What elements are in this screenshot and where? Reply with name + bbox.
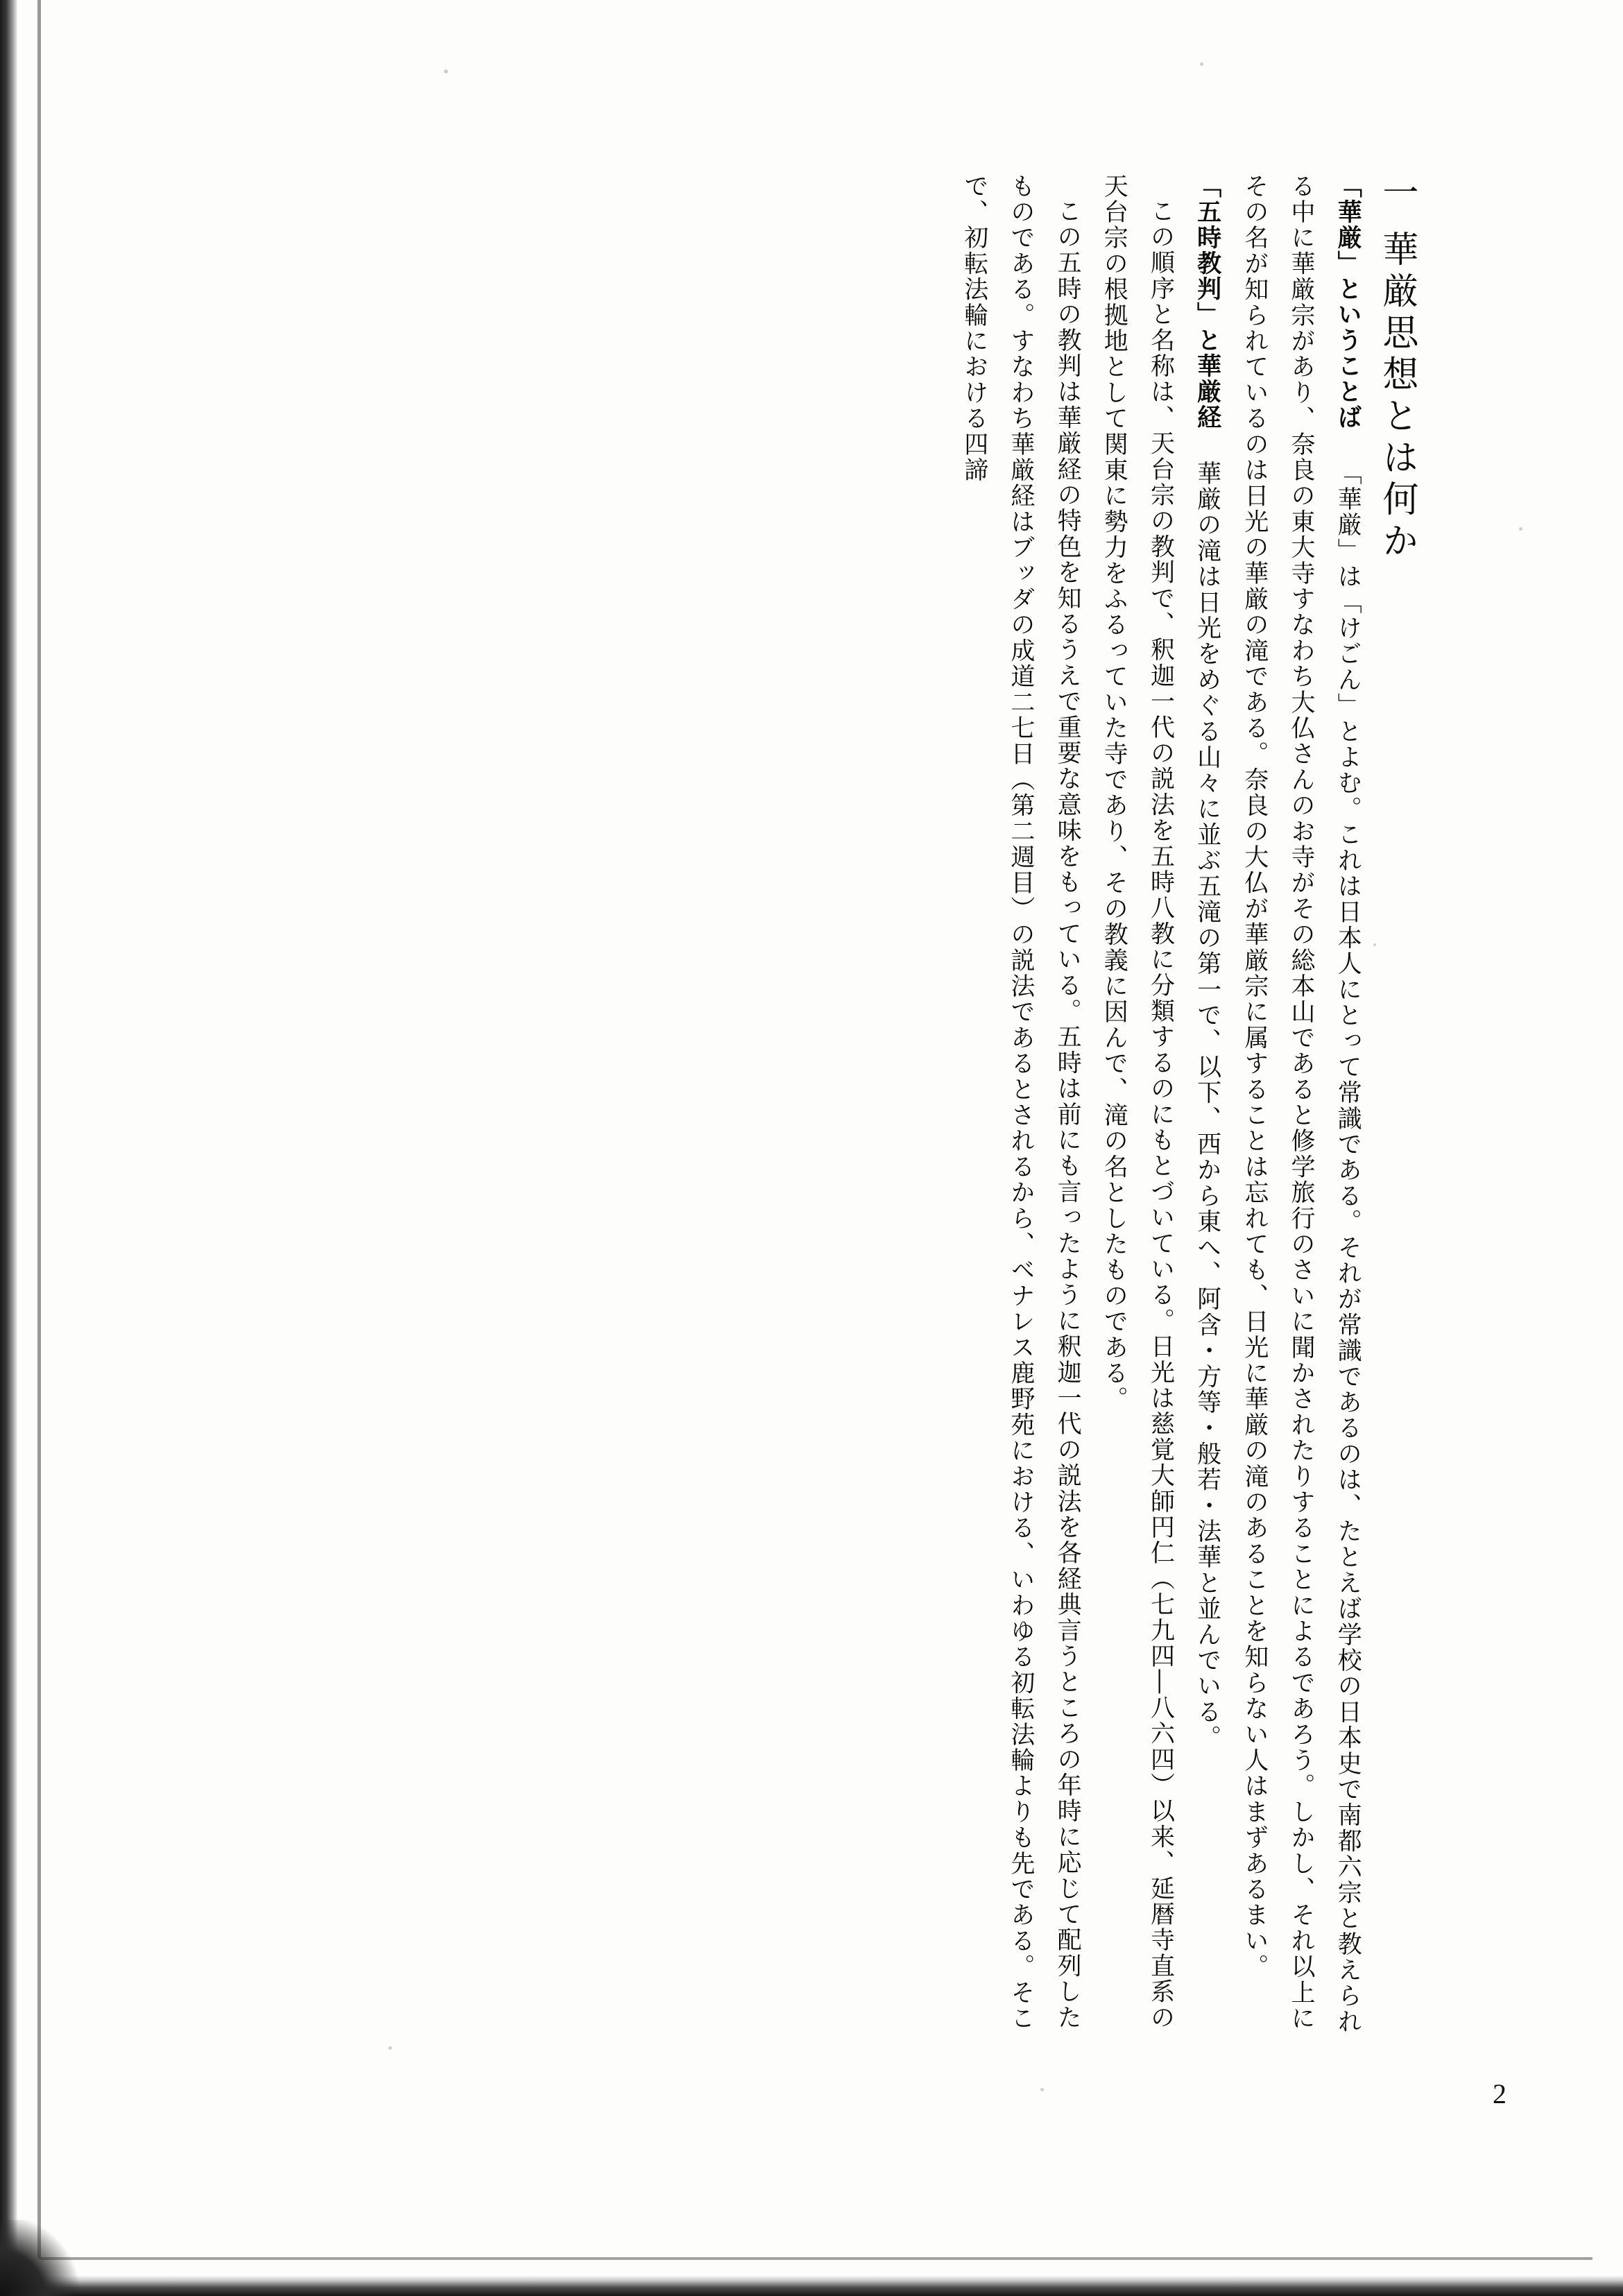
section-2-paragraph-3: この五時の教判は華厳経の特色を知るうえで重要な意味をもっている。五時は前にも言ったように釈迦一代の説法を各経典言うところの年時に応じて配列したものである。すなわち華厳経はブッダの成道二七日（第二週目）の説法であるとされるから、ベナレス鹿野苑における、いわゆる初転法輪よりも先である。そこで、初転法輪における四諦 — [960, 173, 1082, 2032]
scan-binding-line-left — [37, 0, 41, 2258]
chapter-number: 一 — [1376, 173, 1418, 230]
section-2-paragraph-1: 華厳の滝は日光をめぐる山々に並ぶ五滝の第一で、以下、西から東へ、阿含・方等・般若・法華と並んでいる。 — [1193, 461, 1221, 1751]
scan-binding-shadow-left — [0, 0, 18, 2296]
section-1-paragraph-1: 「華厳」は「けごん」とよむ。これは日本人にとって常識である。それが常識であるのは、たとえば学校の日本史で南都六宗と教えられる中に華厳宗があり、奈良の東大寺すなわち大仏さんのお寺がその総本山であると修学旅行のさいに聞かされたりすることによるであろう。しかし、それ以上にその名が知られているのは日光の華厳の滝である。奈良の大仏が華厳宗に属することは忘れても、日光に華厳の滝のあることを知らない人はまずあるまい。 — [1240, 173, 1362, 2035]
section-2-subhead: 「五時教判」と華厳経 — [1193, 173, 1222, 430]
section-1-subheading-and-body — [1231, 173, 1372, 2046]
section-2-paragraph-2: この順序と名称は、天台宗の教判で、釈迦一代の説法を五時八教に分類するのにもとづいている。日光は慈覚大師円仁（七九四―八六四）以来、延暦寺直系の天台宗の根拠地として関東に勢力をふるっていた寺であり、その教義に因んで、滝の名としたものである。 — [1100, 173, 1175, 2031]
scan-speck — [1040, 2088, 1044, 2091]
page-number: 2 — [1493, 2078, 1506, 2109]
chapter-heading — [1371, 173, 1422, 798]
scan-speck — [1200, 62, 1203, 66]
section-1-subhead: 「華厳」ということば — [1334, 173, 1363, 430]
scan-corner-shadow — [0, 2220, 83, 2296]
scan-speck — [1519, 527, 1522, 531]
chapter-title: 華厳思想とは何か — [1376, 230, 1418, 563]
vertical-text-body — [243, 173, 1422, 2060]
scan-speck — [444, 69, 448, 74]
scan-binding-shadow-bottom — [0, 2275, 1623, 2296]
scan-binding-line-bottom — [39, 2257, 1592, 2260]
section-2-subheading-and-body — [1183, 173, 1230, 2046]
